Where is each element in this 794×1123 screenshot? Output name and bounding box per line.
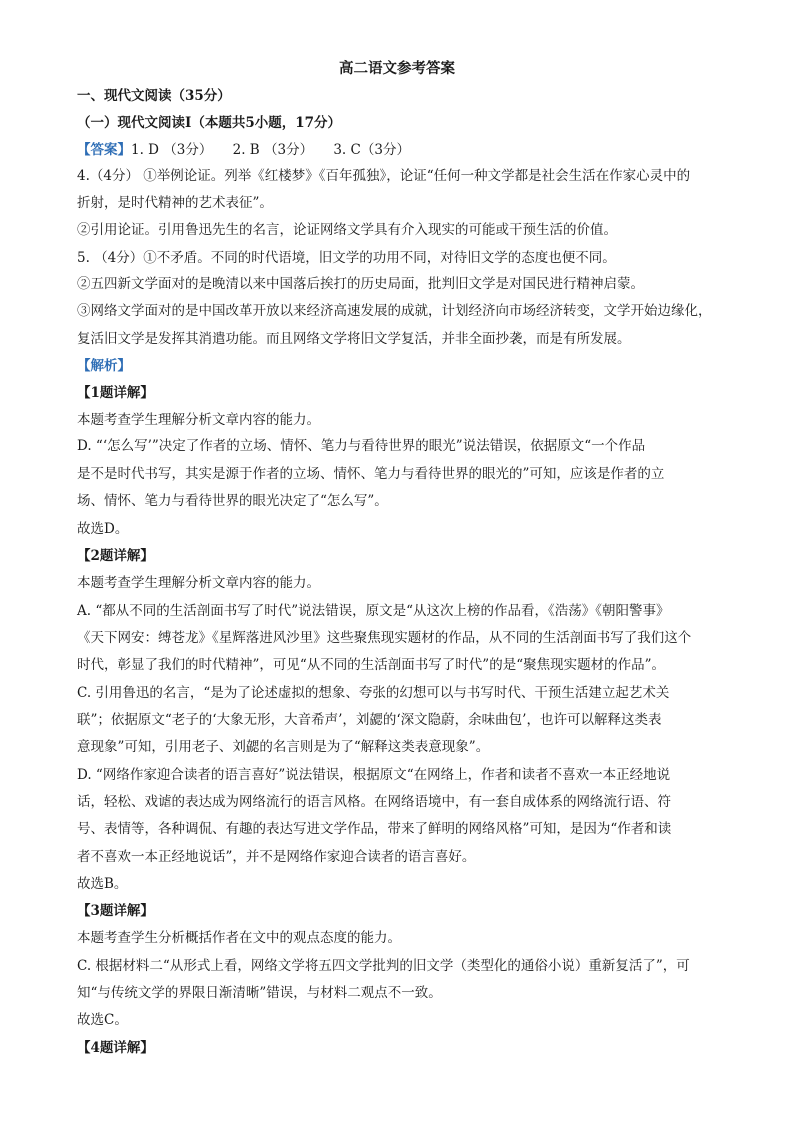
analysis-label: 【解析】 [77, 358, 131, 374]
text-line: 本题考查学生理解分析文章内容的能力。 [77, 575, 320, 591]
subsection-heading: （一）现代文阅读Ⅰ（本题共5小题，17分） [77, 115, 341, 131]
text-line: 故选C。 [77, 1012, 128, 1028]
text-line: ③网络文学面对的是中国改革开放以来经济高速发展的成就，计划经济向市场经济转变，文学开始边缘化， [77, 303, 712, 319]
text-line: 知“与传统文学的界限日渐清晰”错误，与材料二观点不一致。 [77, 985, 442, 1001]
question-detail-heading: 【2题详解】 [77, 548, 154, 564]
text-line: 故选D。 [77, 521, 129, 537]
text-line: 联”；依据原文“老子的‘大象无形，大音希声’，刘勰的‘深文隐蔚，余味曲包’，也许可以解释这类表 [77, 712, 662, 728]
text-line: 折射，是时代精神的艺术表征”。 [77, 195, 273, 211]
text-line: D. “‘怎么写’”决定了作者的立场、情怀、笔力与看待世界的眼光”说法错误，依据原文“一个作品 [77, 438, 646, 454]
text-line: ②五四新文学面对的是晚清以来中国落后挨打的历史局面，批判旧文学是对国民进行精神启蒙。 [77, 276, 644, 292]
text-line: A. “都从不同的生活剖面书写了时代”说法错误，原文是“从这次上榜的作品看，《浩荡》《朝阳警事》 [77, 603, 670, 619]
section-heading: 一、现代文阅读（35分） [77, 88, 231, 104]
page-title: 高二语文参考答案 [339, 60, 455, 77]
text-line: ②引用论证。引用鲁迅先生的名言，论证网络文学具有介入现实的可能或干预生活的价值。 [77, 222, 617, 238]
text-line: D. “网络作家迎合读者的语言喜好”说法错误，根据原文“在网络上，作者和读者不喜欢一本正经地说 [77, 767, 671, 783]
text-line: C. 引用鲁迅的名言，“是为了论述虚拟的想象、夸张的幻想可以与书写时代、干预生活建立起艺术关 [77, 685, 670, 701]
text-line: C. 根据材料二“从形式上看，网络文学将五四文学批判的旧文学（类型化的通俗小说）重新复活了”，可 [77, 958, 690, 974]
text-line: 意现象”可知，引用老子、刘勰的名言则是为了“解释这类表意现象”。 [77, 739, 490, 755]
text-line: 4.（4分） ①举例论证。列举《红楼梦》《百年孤独》，论证“任何一种文学都是社会生活在作家心灵中的 [77, 168, 691, 184]
question-detail-heading: 【3题详解】 [77, 903, 154, 919]
question-detail-heading: 【4题详解】 [77, 1040, 154, 1056]
text-line: 本题考查学生分析概括作者在文中的观点态度的能力。 [77, 930, 401, 946]
answer-line [77, 140, 720, 160]
text-line: 本题考查学生理解分析文章内容的能力。 [77, 412, 320, 428]
text-line: 者不喜欢一本正经地说话”，并不是网络作家迎合读者的语言喜好。 [77, 849, 476, 865]
text-line: 号、表情等，各种调侃、有趣的表达写进文学作品，带来了鲜明的网络风格”可知，是因为“作者和读 [77, 821, 672, 837]
text-line: 《天下网安：缚苍龙》《星辉落进风沙里》这些聚焦现实题材的作品，从不同的生活剖面书写了我们这个 [77, 630, 692, 646]
text-line: 时代，彰显了我们的时代精神”，可见“从不同的生活剖面书写了时代”的是“聚焦现实题材的作品”。 [77, 657, 666, 673]
text-line: 5. （4分）①不矛盾。不同的时代语境，旧文学的功用不同，对待旧文学的态度也便不同。 [77, 250, 616, 266]
text-line: 话，轻松、戏谑的表达成为网络流行的语言风格。在网络语境中，有一套自成体系的网络流行语、符 [77, 794, 671, 810]
text-line: 是不是时代书写，其实是源于作者的立场、情怀、笔力与看待世界的眼光的”可知，应该是作者的立 [77, 466, 665, 482]
answer-items: 1. D （3分） 2. B （3分） 3. C（3分） [131, 142, 410, 158]
text-line: 故选B。 [77, 876, 128, 892]
answer-label: 【答案】 [77, 142, 131, 158]
text-line: 场、情怀、笔力与看待世界的眼光决定了“怎么写”。 [77, 493, 388, 509]
question-detail-heading: 【1题详解】 [77, 385, 154, 401]
text-line: 复活旧文学是发挥其消遣功能。而且网络文学将旧文学复活，并非全面抄袭，而是有所发展。 [77, 331, 631, 347]
